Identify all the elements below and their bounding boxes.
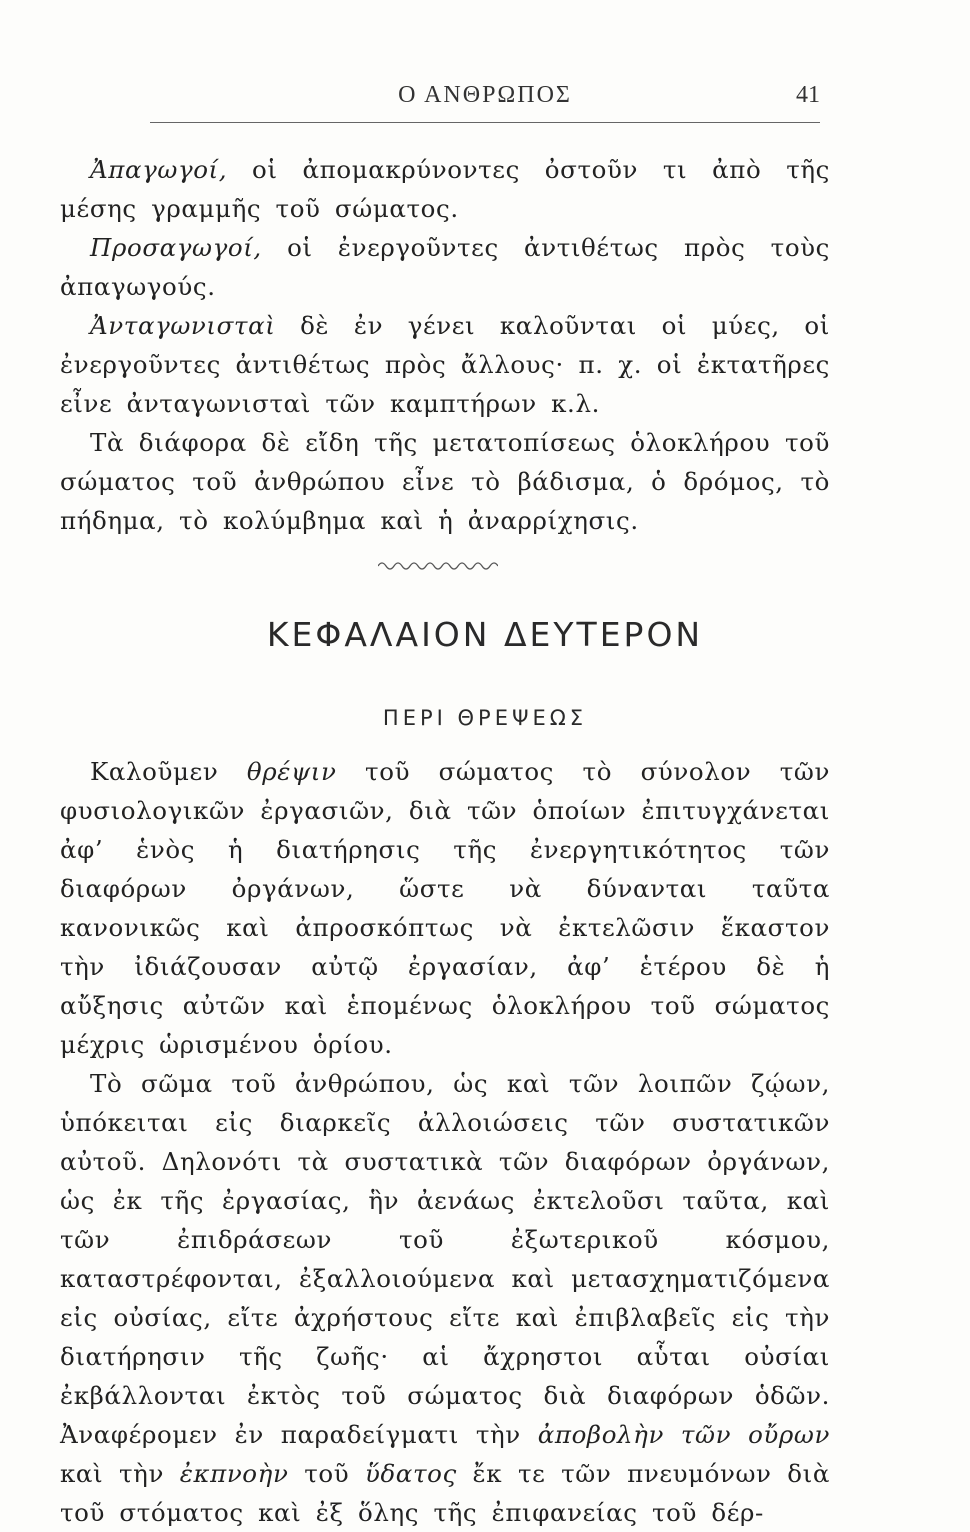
term-ydatos: ὕδατος [364, 1459, 457, 1488]
section-title: ΠΕΡΙ ΘΡΕΨΕΩΣ [382, 706, 588, 730]
body-text [60, 752, 830, 1532]
term-antagonistai: Ἀνταγωνισταὶ [90, 311, 276, 340]
paragraph-apagogoi [60, 150, 830, 228]
paragraph-prosagogoi [60, 228, 830, 306]
header-rule [150, 122, 820, 123]
paragraph-text: καὶ τὴν [60, 1459, 180, 1488]
term-apovoli-ouron: ἀποβολὴν τῶν οὔρων [537, 1420, 830, 1449]
paragraph-threpsis [60, 752, 830, 1064]
running-title: Ο ΑΝΘΡΩΠΟΣ [398, 82, 572, 108]
term-ekpnoi: ἐκπνοὴν [179, 1459, 289, 1488]
intro-text [60, 150, 830, 540]
paragraph-text: οἱ ἐνεργοῦντες ἀντιθέτως πρὸς τοὺς ἀπαγωγούς. [60, 233, 830, 301]
term-threpsis: θρέψιν [246, 757, 337, 786]
paragraph-text: δὲ ἐν γένει καλοῦνται οἱ μύες, οἱ ἐνεργοῦντες ἀντιθέτως πρὸς ἄλλους· π. χ. οἱ ἐκτατῆρες εἶνε ἀνταγωνισταὶ τῶν καμπτήρων κ.λ. [60, 311, 830, 418]
page-number: 41 [796, 82, 820, 108]
paragraph-text: τοῦ σώματος τὸ σύνολον τῶν φυσιολογικῶν ἐργασιῶν, διὰ τῶν ὁποίων ἐπιτυγχάνεται ἀφ’ ἑνὸς ἡ διατήρησις τῆς ἐνεργητικότητος τῶν διαφόρων ὀργάνων, ὥστε νὰ δύνανται ταῦτα κανονικῶς καὶ ἀπροσκόπτως νὰ ἐκτελῶσιν ἕκαστον τὴν ἰδιάζουσαν αὐτῷ ἐργασίαν, ἀφ’ ἑτέρου δὲ ἡ αὔξησις αὐτῶν καὶ ἑπομένως ὁλοκλήρου τοῦ σώματος μέχρις ὡρισμένου ὁρίου. [60, 757, 831, 1059]
paragraph-text: Τὸ σῶμα τοῦ ἀνθρώπου, ὡς καὶ τῶν λοιπῶν ζῴων, ὑπόκειται εἰς διαρκεῖς ἀλλοιώσεις τῶν συστατικῶν αὐτοῦ. Δηλονότι τὰ συστατικὰ τῶν διαφόρων ὀργάνων, ὡς ἐκ τῆς ἐργασίας, ἣν ἀενάως ἐκτελοῦσι ταῦτα, καὶ τῶν ἐπιδράσεων τοῦ ἐξωτερικοῦ κόσμου, καταστρέφονται, ἐξαλλοιούμενα καὶ μετασχηματιζόμενα εἰς οὐσίας, εἴτε ἀχρήστους εἴτε καὶ ἐπιβλαβεῖς εἰς τὴν διατήρησιν τῆς ζωῆς· αἱ ἄχρηστοι αὗται οὐσίαι ἐκβάλλονται ἐκτὸς τοῦ σώματος διὰ διαφόρων ὁδῶν. Ἀναφέρομεν ἐν παραδείγματι τὴν [60, 1069, 830, 1449]
paragraph-soma [60, 1064, 830, 1532]
term-apagogoi: Ἀπαγωγοί, [90, 155, 228, 184]
paragraph-text: ἔκ τε τῶν πνευμόνων διὰ τοῦ στόματος καὶ ἐξ ὅλης τῆς ἐπιφανείας τοῦ δέρ- [60, 1459, 830, 1527]
paragraph-text: Καλοῦμεν [90, 757, 247, 786]
paragraph-metatopisis: Τὰ διάφορα δὲ εἴδη τῆς μετατοπίσεως ὁλοκλήρου τοῦ σώματος τοῦ ἀνθρώπου εἶνε τὸ βάδισμα, ὁ δρόμος, τὸ πήδημα, τὸ κολύμβημα καὶ ἡ ἀναρρίχησις. [60, 428, 830, 535]
term-prosagogoi: Προσαγωγοί, [90, 233, 262, 262]
chapter-title: ΚΕΦΑΛΑΙΟΝ ΔΕΥΤΕΡΟΝ [266, 615, 704, 654]
paragraph-text: οἱ ἀπομακρύνοντες ὀστοῦν τι ἀπὸ τῆς μέσης γραμμῆς τοῦ σώματος. [60, 155, 830, 223]
wavy-divider-ornament [378, 557, 498, 571]
paragraph-text: τοῦ [288, 1459, 365, 1488]
paragraph-antagonistai [60, 306, 830, 423]
running-head [150, 78, 820, 118]
